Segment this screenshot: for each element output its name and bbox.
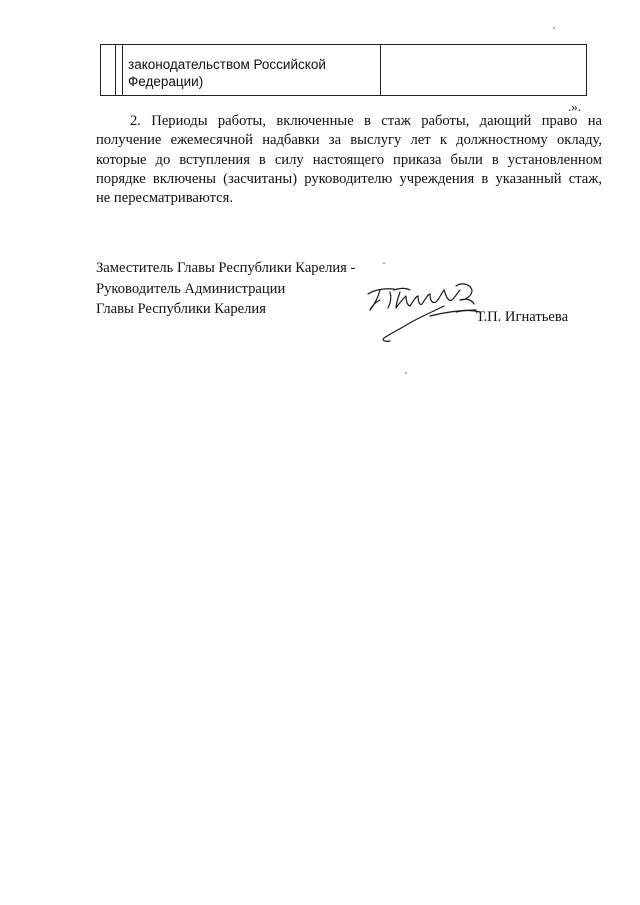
table-row [101, 45, 587, 96]
closing-quote: .». [568, 99, 581, 114]
handwritten-signature [360, 272, 490, 354]
paragraph-line-4: порядке включены (засчитаны) руководителю учреждения в указанный стаж, [96, 170, 602, 187]
paragraph-line-5: не пересматриваются. [96, 190, 234, 207]
table-cell-text [123, 45, 381, 96]
signer-position [96, 258, 355, 320]
table-cell-number [101, 45, 116, 96]
paragraph-2 [96, 112, 602, 208]
signer-position-line-3: Главы Республики Карелия [96, 301, 266, 317]
paragraph-line-2: получение ежемесячной надбавки за выслугу лет к должностному окладу, [96, 132, 602, 149]
table-cell-text-line1: законодательством Российской [128, 57, 326, 72]
paragraph-line-1: 2. Периоды работы, включенные в стаж работы, дающий право на [130, 113, 602, 129]
signer-name: Т.П. Игнатьева [476, 309, 569, 325]
paragraph-line-3: которые до вступления в силу настоящего приказа были в установленном [96, 151, 602, 168]
table-cell-text-line2: Федерации) [128, 74, 204, 89]
scan-speck [383, 262, 385, 264]
scan-speck [405, 372, 407, 374]
signer-position-line-2: Руководитель Администрации [96, 280, 286, 297]
scan-speck [553, 27, 555, 29]
table-fragment [100, 44, 587, 96]
signer-position-line-1: Заместитель Главы Республики Карелия - [96, 260, 356, 276]
table-cell-empty [381, 45, 587, 96]
table-cell-narrow [116, 45, 123, 96]
